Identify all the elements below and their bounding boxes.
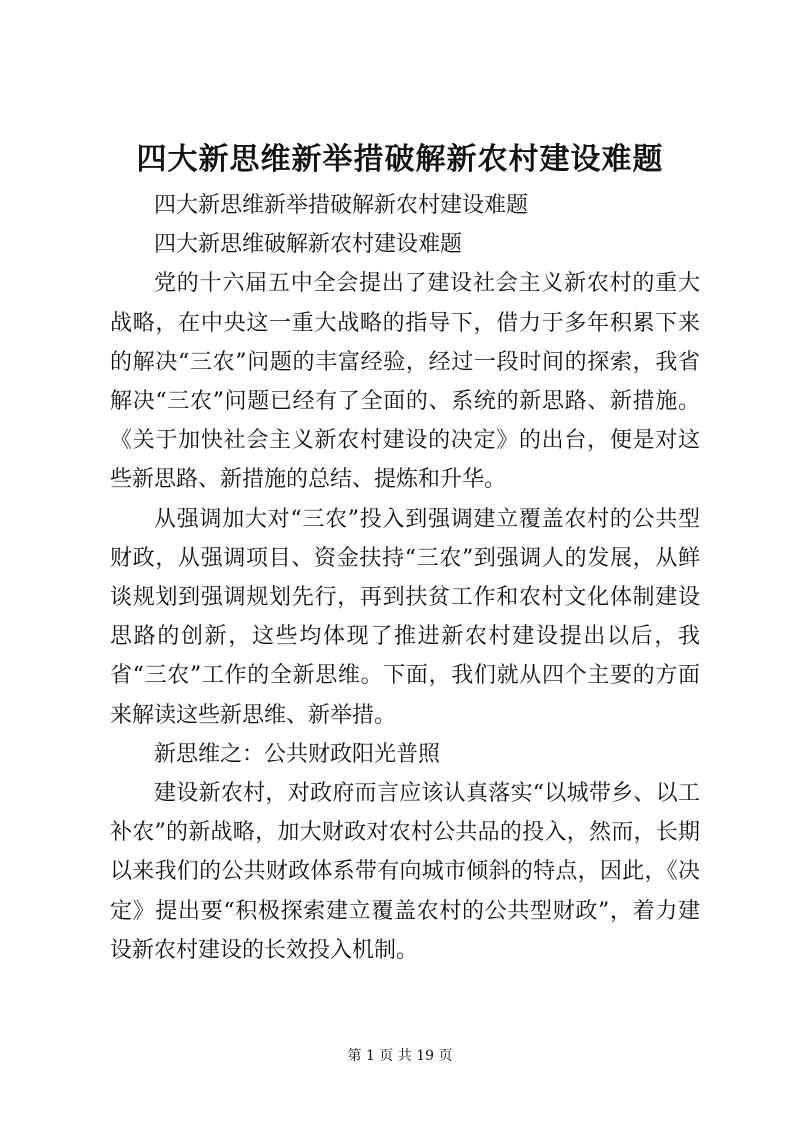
document-body — [110, 186, 700, 970]
page-footer: 第 1 页 共 19 页 — [347, 1048, 453, 1064]
body-paragraph: 从强调加大对“三农”投入到强调建立覆盖农村的公共型财政，从强调项目、资金扶持“三农”到强调人的发展，从鲜谈规划到强调规划先行，再到扶贫工作和农村文化体制建设思路的创新，这些均体现了推进新农村建设提出以后，我省“三农”工作的全新思维。下面，我们就从四个主要的方面来解读这些新思维、新举措。 — [110, 506, 700, 728]
document-title: 四大新思维新举措破解新农村建设难题 — [136, 142, 664, 177]
body-paragraph: 党的十六届五中全会提出了建设社会主义新农村的重大战略，在中央这一重大战略的指导下，借力于多年积累下来的解决“三农”问题的丰富经验，经过一段时间的探索，我省解决“三农”问题已经有了全面的、系统的新思路、新措施。《关于加快社会主义新农村建设的决定》的出台，便是对这些新思路、新措施的总结、提炼和升华。 — [110, 271, 700, 493]
section-heading-paragraph: 四大新思维破解新农村建设难题 — [154, 232, 463, 258]
body-paragraph: 建设新农村，对政府而言应该认真落实“以城带乡、以工补农”的新战略，加大财政对农村公共品的投入，然而，长期以来我们的公共财政体系带有向城市倾斜的特点，因此，《决定》提出要“积极探索建立覆盖农村的公共型财政”，着力建设新农村建设的长效投入机制。 — [110, 781, 700, 963]
subtitle-paragraph: 四大新思维新举措破解新农村建设难题 — [154, 193, 529, 218]
section-heading-paragraph: 新思维之：公共财政阳光普照 — [154, 741, 441, 767]
